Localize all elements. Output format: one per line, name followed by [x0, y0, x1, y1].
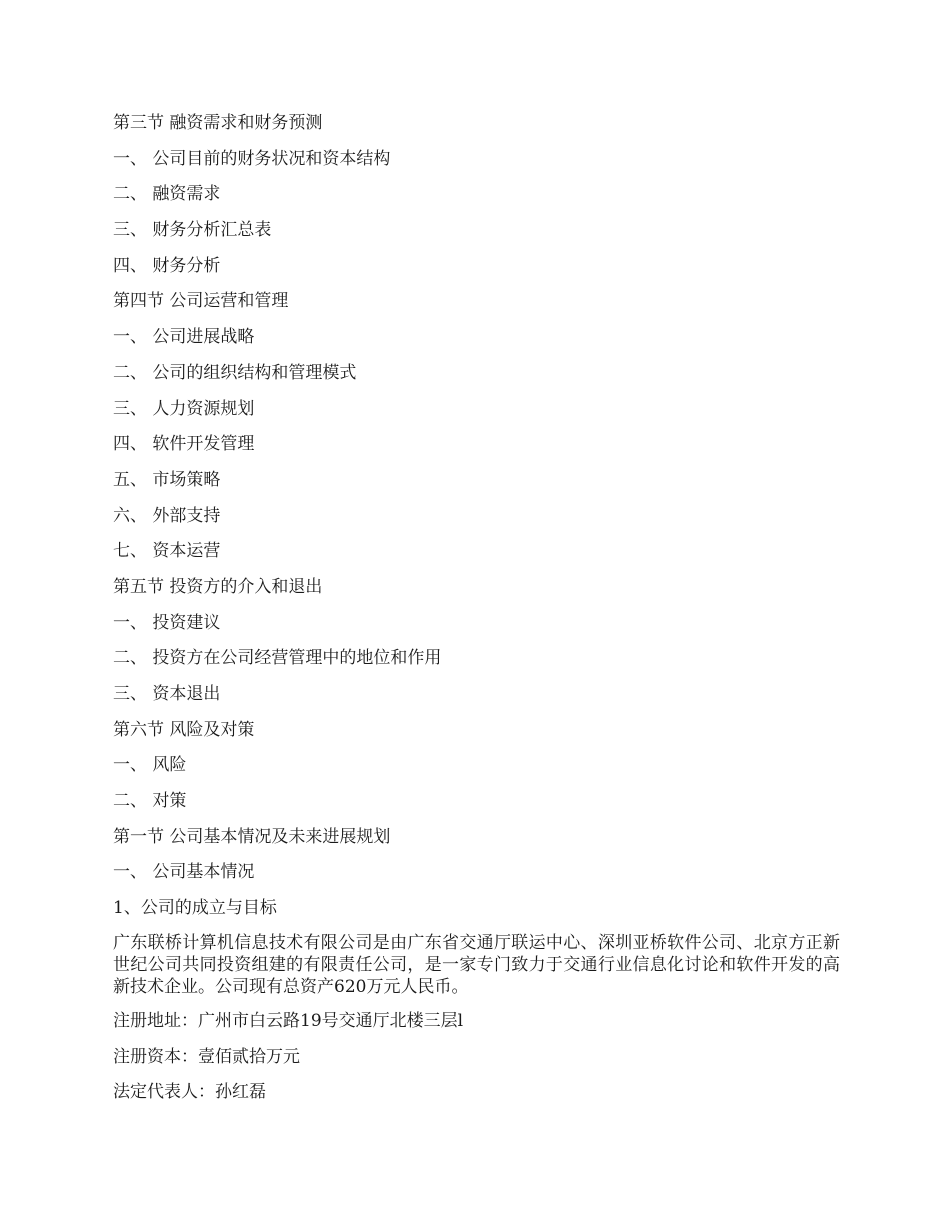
section-heading: 第三节 融资需求和财务预测 [113, 113, 323, 133]
section-heading: 第四节 公司运营和管理 [113, 291, 289, 312]
outline-item: 三、 资本退出 [113, 684, 221, 704]
subsection-heading: 1、公司的成立与目标 [113, 898, 277, 919]
outline-item: 四、 软件开发管理 [113, 434, 255, 455]
outline-item: 三、 人力资源规划 [113, 398, 255, 419]
document-page [113, 111, 840, 1116]
outline-item: 一、 公司基本情况 [113, 862, 255, 883]
outline-item: 三、 财务分析汇总表 [113, 220, 272, 241]
outline-item: 六、 外部支持 [113, 505, 221, 526]
section-heading: 第五节 投资方的介入和退出 [113, 576, 323, 597]
outline-item: 一、 风险 [113, 755, 187, 776]
outline-item: 二、 投资方在公司经营管理中的地位和作用 [113, 648, 442, 669]
section-heading: 第一节 公司基本情况及未来进展规划 [113, 826, 391, 847]
outline-item: 五、 市场策略 [113, 469, 221, 490]
outline-item: 一、 投资建议 [113, 612, 221, 633]
registered-capital: 注册资本：壹佰贰拾万元 [113, 1046, 300, 1067]
outline-item: 一、 公司目前的财务状况和资本结构 [113, 148, 391, 169]
section-heading: 第六节 风险及对策 [113, 719, 255, 740]
legal-representative: 法定代表人：孙红磊 [113, 1082, 266, 1103]
outline-item: 七、 资本运营 [113, 541, 221, 562]
outline-item: 一、 公司进展战略 [113, 327, 255, 348]
registered-address: 注册地址：广州市白云路19号交通厅北楼三层l [113, 1010, 464, 1031]
outline-item: 二、 融资需求 [113, 184, 221, 205]
outline-item: 二、 对策 [113, 791, 187, 812]
company-intro-paragraph: 广东联桥计算机信息技术有限公司是由广东省交通厅联运中心、深圳亚桥软件公司、北京方正新世纪公司共同投资组建的有限责任公司，是一家专门致力于交通行业信息化讨论和软件开发的高新技术企业。公司现有总资产620万元人民币。 [113, 932, 840, 997]
outline-item: 二、 公司的组织结构和管理模式 [113, 362, 357, 383]
outline-item: 四、 财务分析 [113, 255, 221, 276]
